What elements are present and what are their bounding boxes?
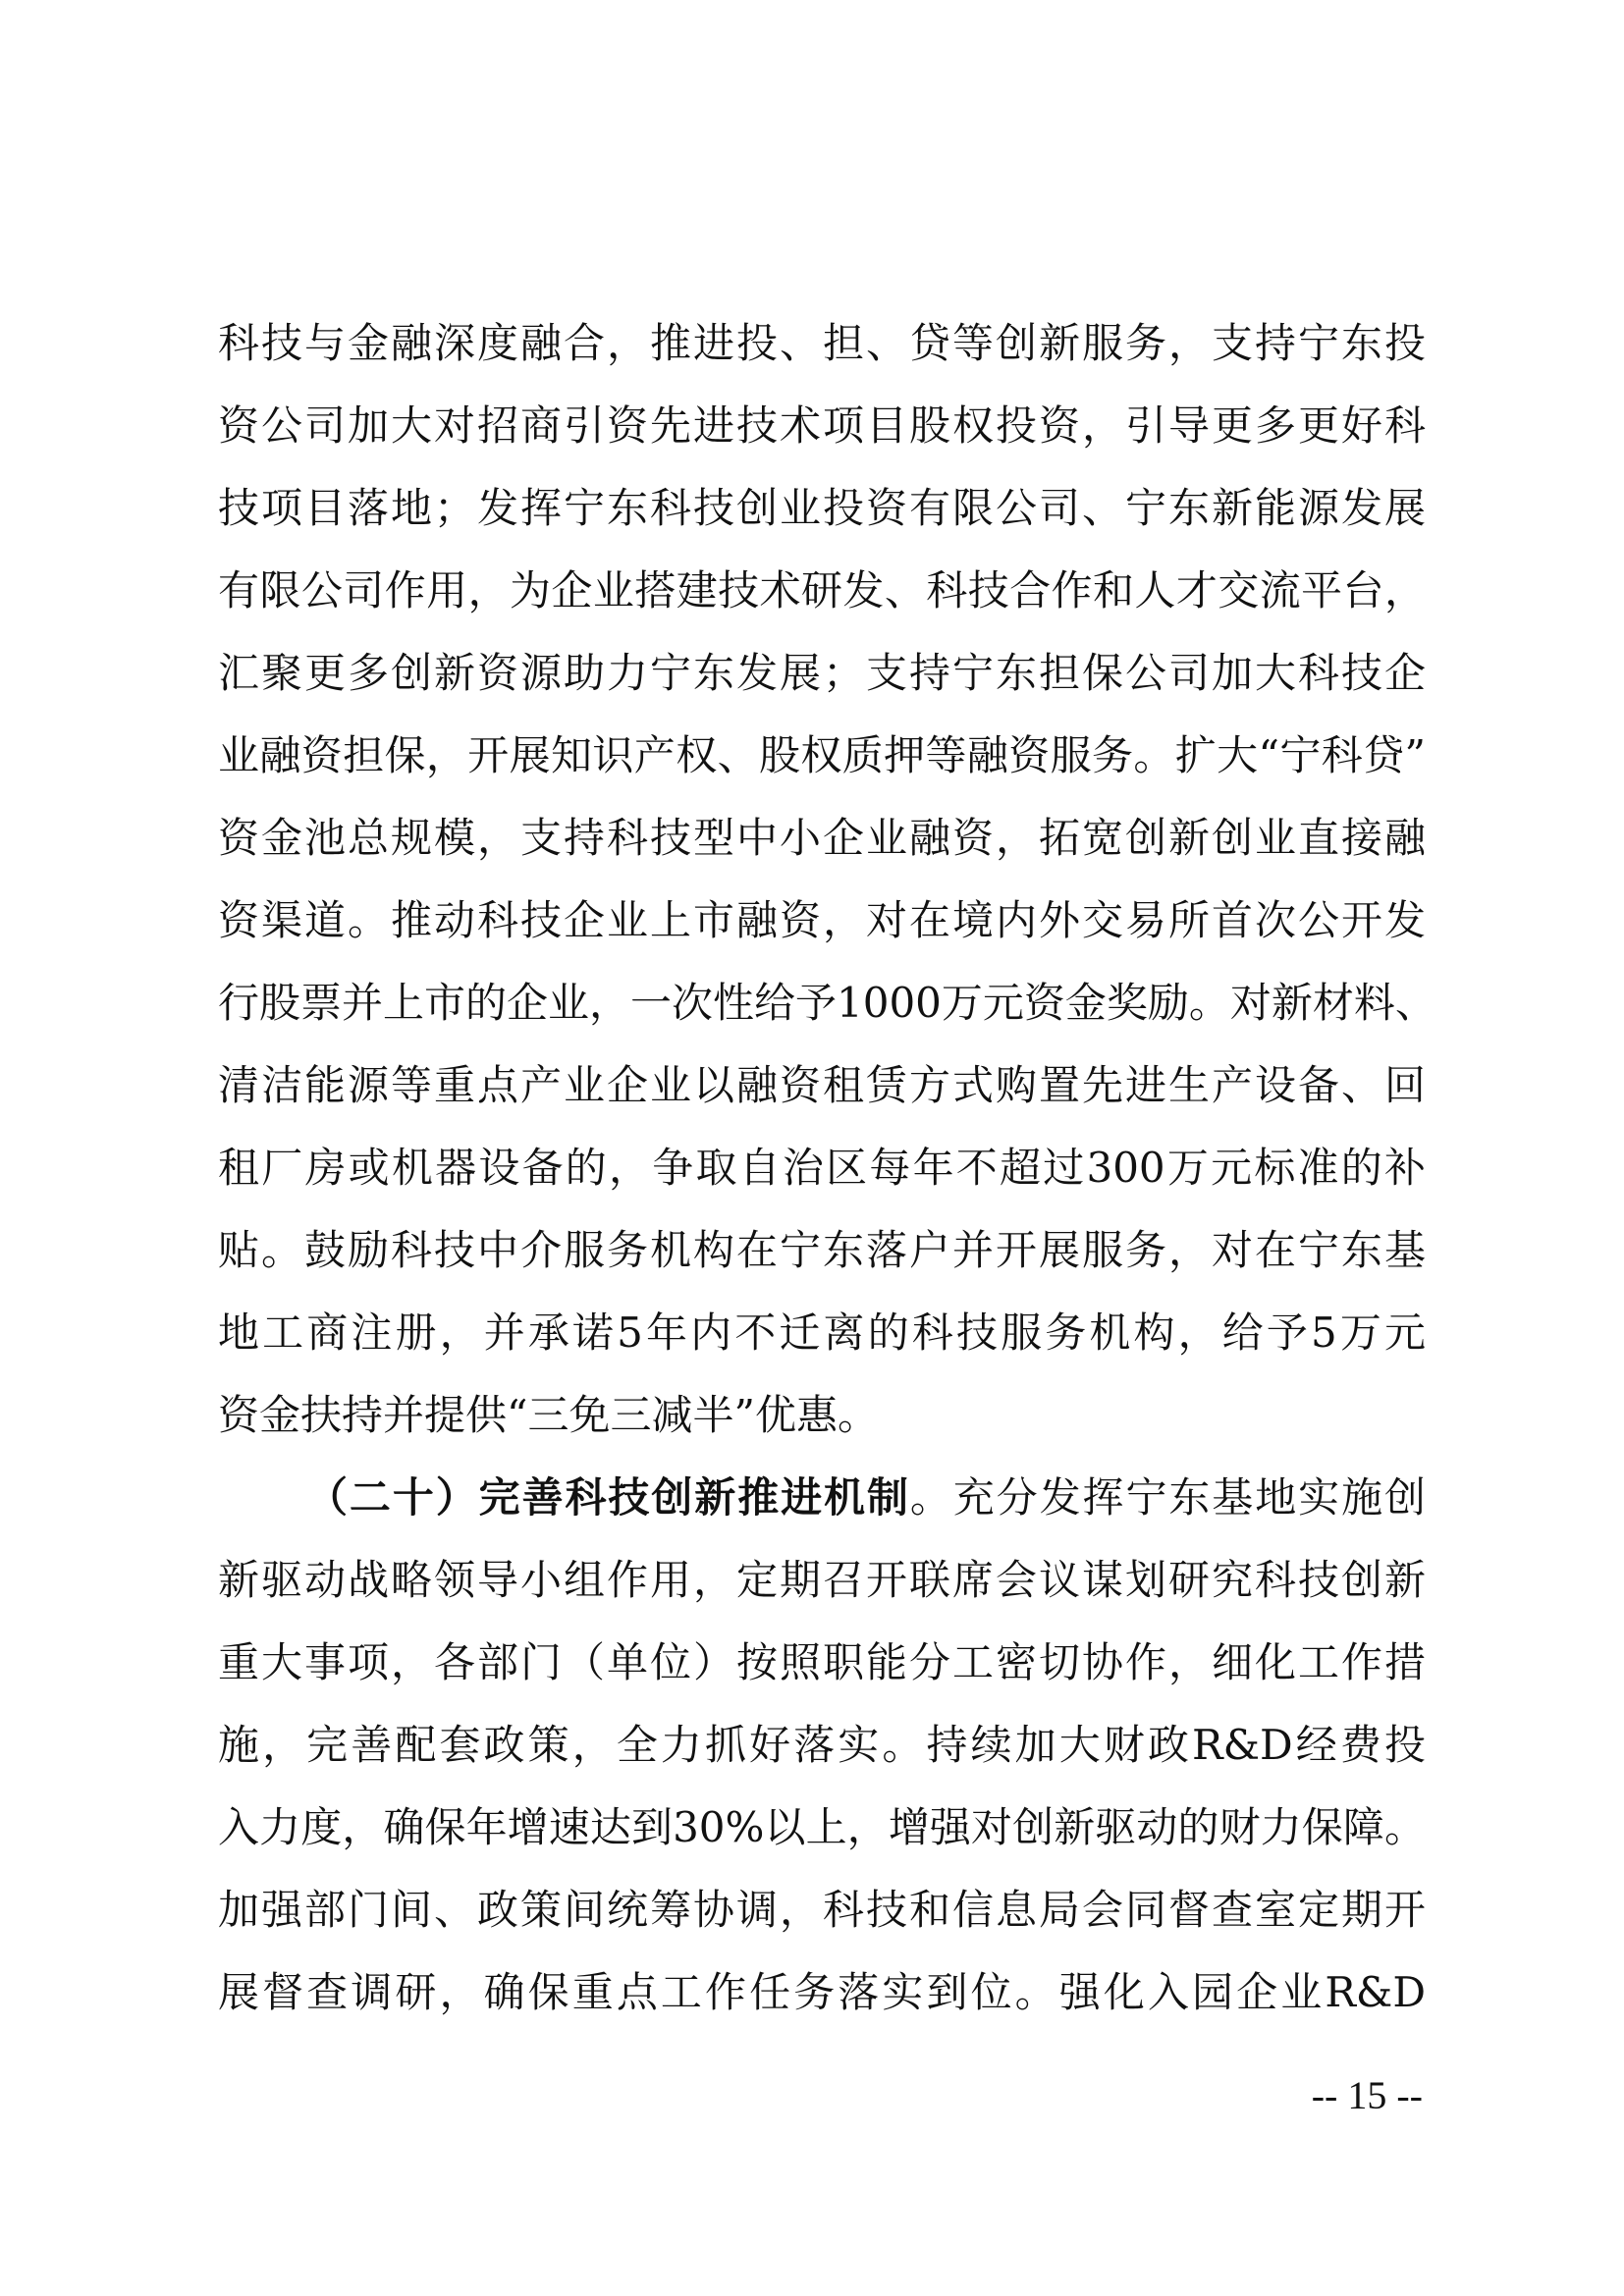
body-text (218, 302, 1436, 2034)
text-line: 科技与金融深度融合，推进投、担、贷等创新服务，支持宁东投 (218, 319, 1426, 367)
paragraph-financing (218, 302, 1436, 1457)
text-line: 入力度，确保年增速达到30%以上，增强对创新驱动的财力保障。 (218, 1803, 1426, 1851)
text-line: 新驱动战略领导小组作用，定期召开联席会议谋划研究科技创新 (218, 1556, 1426, 1604)
text-line: 地工商注册，并承诺5年内不迁离的科技服务机构，给予5万元 (218, 1308, 1426, 1357)
text-line: 施，完善配套政策，全力抓好落实。持续加大财政R&D经费投 (218, 1721, 1426, 1769)
text-line: 资金扶持并提供“三免三减半”优惠。 (218, 1391, 879, 1439)
paragraph-mechanism (218, 1457, 1426, 2034)
text-line: 业融资担保，开展知识产权、股权质押等融资服务。扩大“宁科贷” (218, 731, 1426, 779)
heading-line-rest: 。充分发挥宁东基地实施创 (909, 1473, 1426, 1522)
text-line: 资公司加大对招商引资先进技术项目股权投资，引导更多更好科 (218, 401, 1426, 450)
text-line: 行股票并上市的企业，一次性给予1000万元资金奖励。对新材料、 (218, 979, 1436, 1027)
page-number: -- 15 -- (1311, 2073, 1423, 2117)
text-line: 贴。鼓励科技中介服务机构在宁东落户并开展服务，对在宁东基 (218, 1226, 1426, 1274)
text-line: 汇聚更多创新资源助力宁东发展；支持宁东担保公司加大科技企 (218, 649, 1426, 697)
text-line: 展督查调研，确保重点工作任务落实到位。强化入园企业R&D (218, 1968, 1426, 2016)
text-line: 加强部门间、政策间统筹协调，科技和信息局会同督查室定期开 (218, 1886, 1426, 1934)
text-line (218, 1457, 1426, 1539)
text-line: 资渠道。推动科技企业上市融资，对在境内外交易所首次公开发 (218, 896, 1426, 944)
section-heading: （二十）完善科技创新推进机制 (306, 1473, 910, 1522)
text-line: 技项目落地；发挥宁东科技创业投资有限公司、宁东新能源发展 (218, 484, 1426, 532)
text-line: 资金池总规模，支持科技型中小企业融资，拓宽创新创业直接融 (218, 814, 1426, 862)
text-line: 重大事项，各部门（单位）按照职能分工密切协作，细化工作措 (218, 1638, 1426, 1686)
text-line: 清洁能源等重点产业企业以融资租赁方式购置先进生产设备、回 (218, 1061, 1426, 1109)
text-line: 租厂房或机器设备的，争取自治区每年不超过300万元标准的补 (218, 1144, 1426, 1192)
text-line: 有限公司作用，为企业搭建技术研发、科技合作和人才交流平台， (218, 566, 1426, 614)
